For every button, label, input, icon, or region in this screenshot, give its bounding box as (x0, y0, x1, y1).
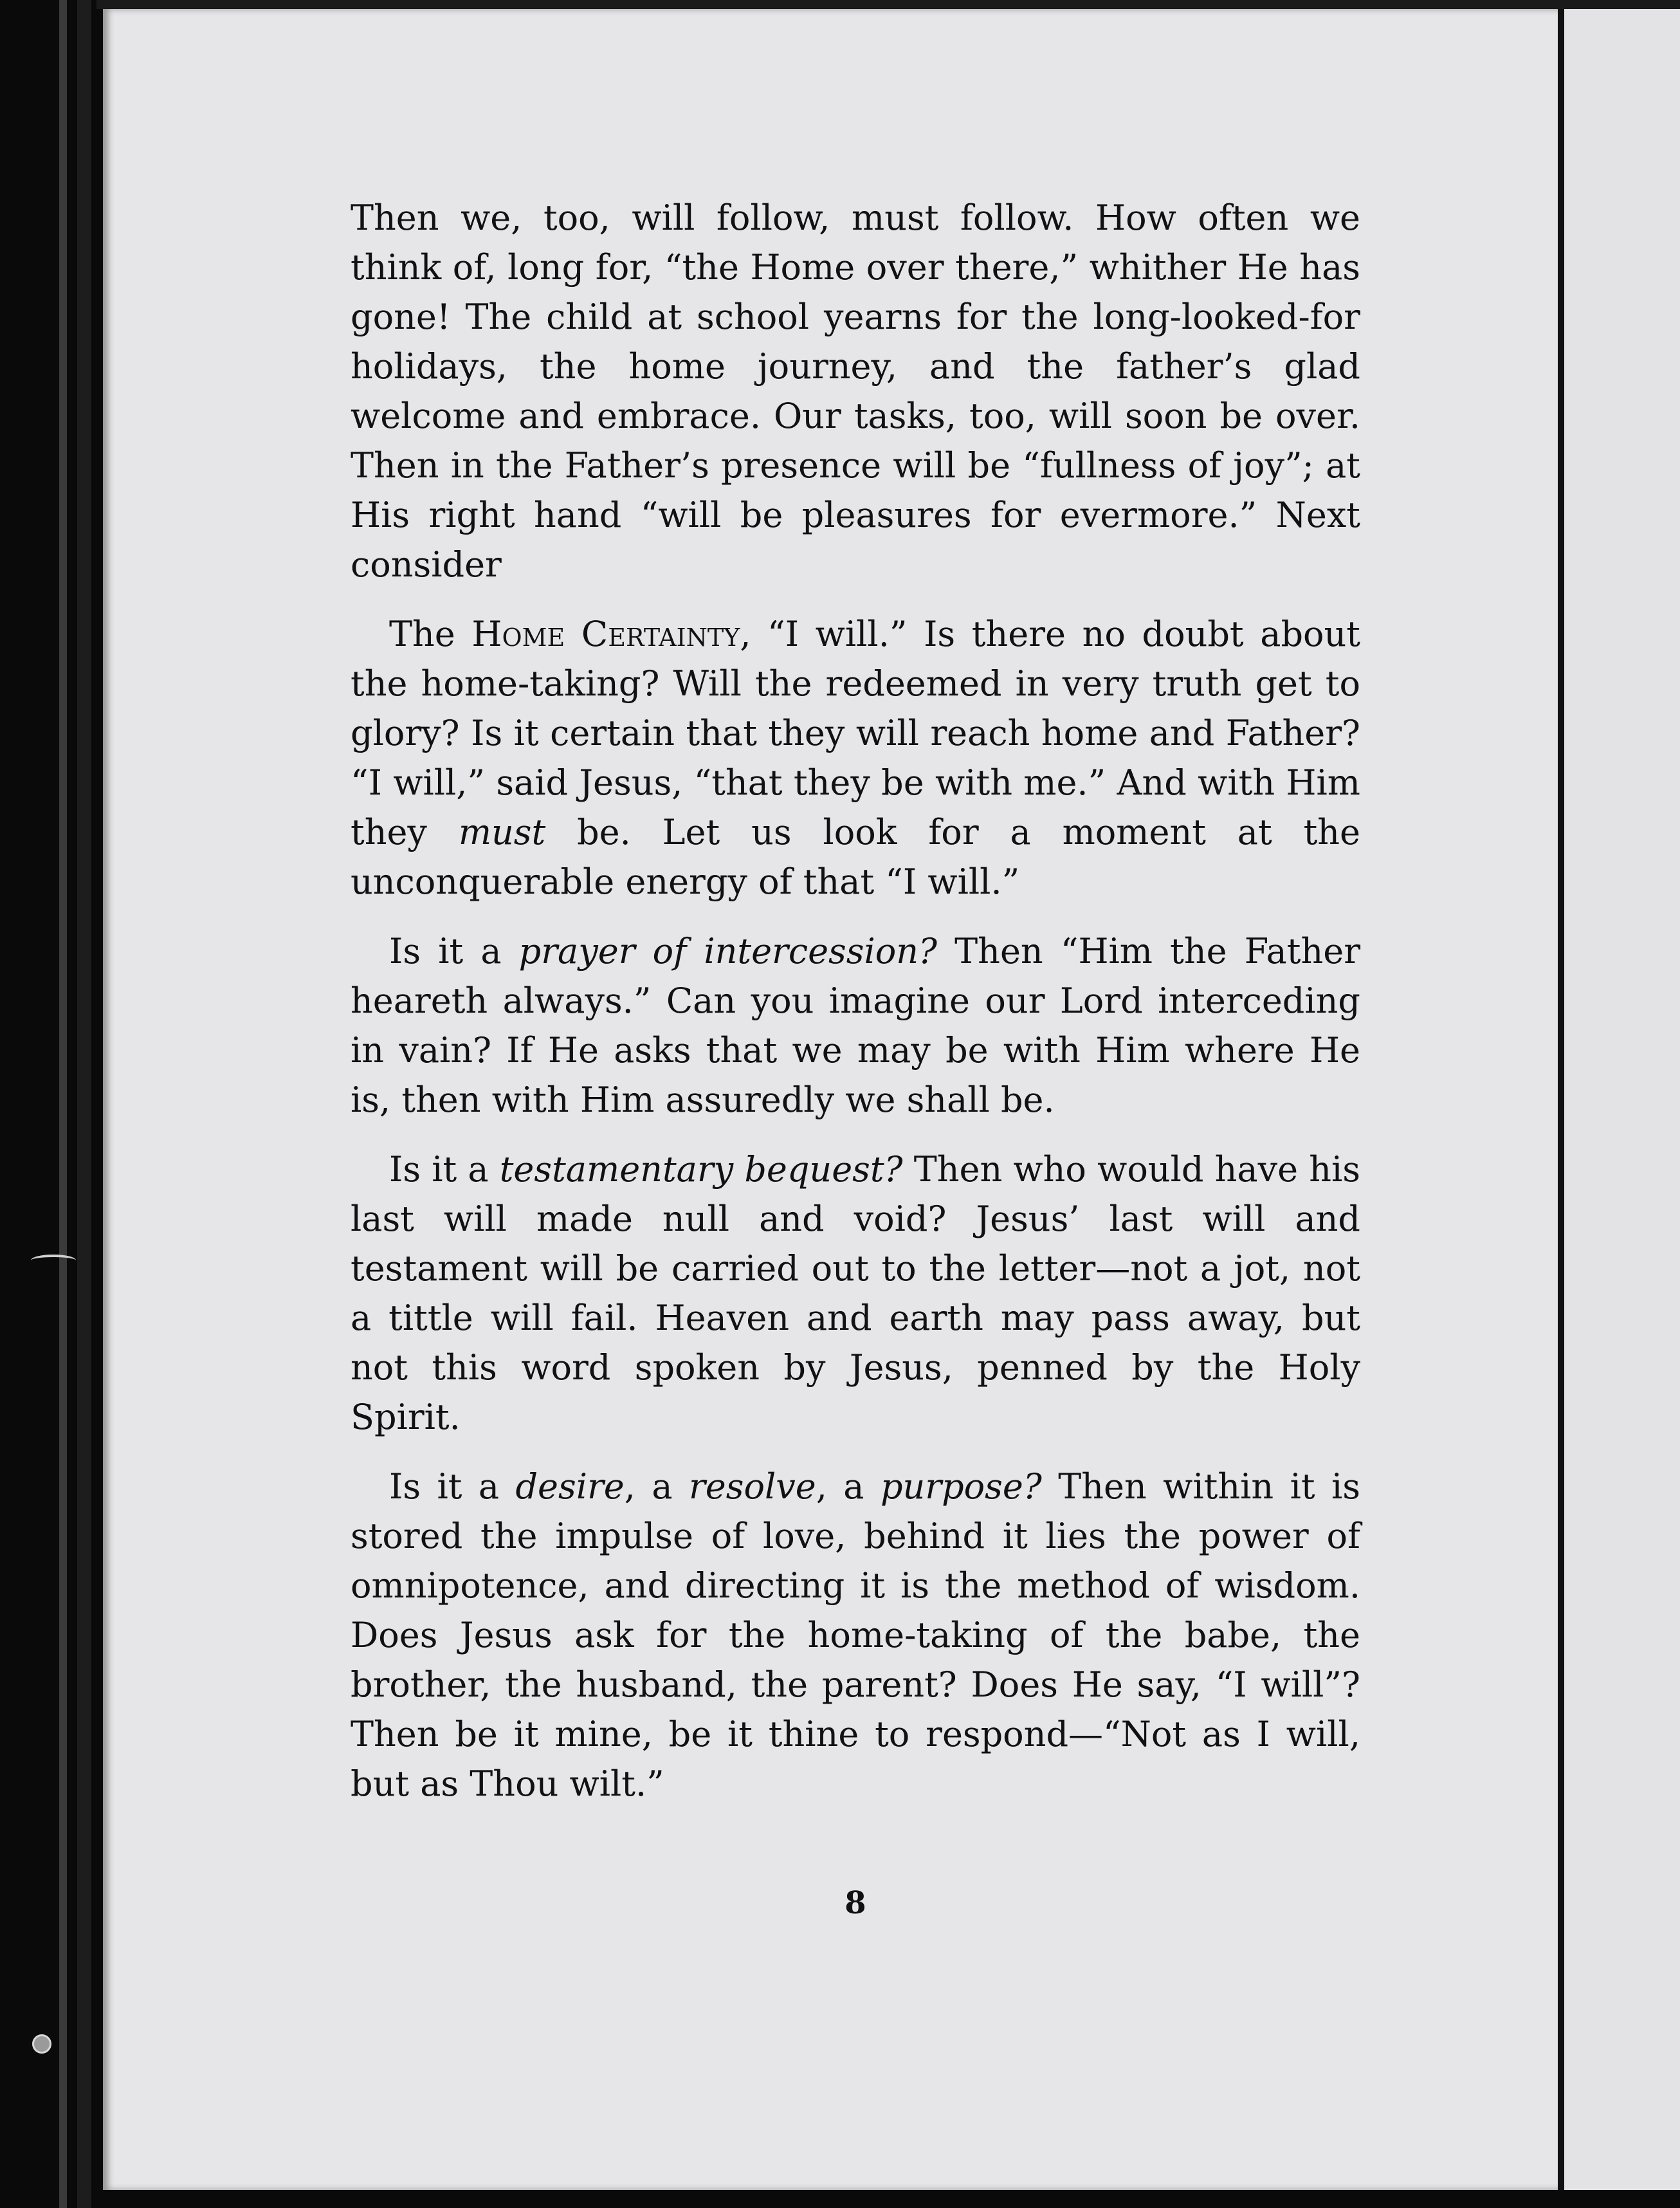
paragraph-4 (351, 1145, 1360, 1442)
left-binding-strip (59, 0, 67, 2208)
p2-tail: be. Let us look for a moment at the unconquerable energy of that “I will.” (351, 812, 1361, 902)
paragraph-5 (351, 1462, 1360, 1808)
p3-emphasis: prayer of intercession? (518, 931, 937, 971)
section-heading-home-certainty: Home Certainty (471, 614, 740, 654)
page-number: 8 (845, 1885, 866, 1921)
p5-sep1: , a (624, 1466, 689, 1507)
facing-page-edge (1564, 9, 1680, 2190)
p5-sep2: , a (816, 1466, 881, 1507)
p2-rest: , “I will.” Is there no doubt about the home-taking? Will the redeemed in very truth get to glory? Is it certain that they will reach home and Father? “I will,” said Jesus, “that they be with me.” And with Him they (351, 614, 1360, 852)
left-binding-shadow (77, 0, 91, 2208)
p4-lead: Is it a (389, 1149, 500, 1190)
paragraph-2 (351, 609, 1360, 906)
p4-emphasis: testamentary bequest? (499, 1149, 903, 1190)
p5-rest: Then within it is stored the impulse of love, behind it lies the power of omnipotence, and directing it is the method of wisdom. Does Jesus ask for the home-taking of the babe, the brother, the husband, the parent? Does He say, “I will”? Then be it mine, be it thine to respond—“Not as I will, but as Thou wilt.” (351, 1466, 1360, 1804)
p5-lead: Is it a (389, 1466, 516, 1507)
p5-emphasis-desire: desire (515, 1466, 625, 1507)
p2-lead: The (389, 614, 472, 654)
paragraph-1: Then we, too, will follow, must follow. How often we think of, long for, “the Home over there,” whither He has gone! The child at school yearns for the long-looked-for holidays, the home journey, and the father’s glad welcome and embrace. Our tasks, too, will soon be over. Then in the Father’s presence will be “fullness of joy”; at His right hand “will be pleasures for evermore.” Next consider (351, 198, 1360, 585)
p3-rest: Then “Him the Father heareth always.” Can you imagine our Lord interceding in vain? If He asks that we may be with Him where He is, then with Him assuredly we shall be. (351, 931, 1361, 1120)
scan-artifact-dot (32, 2034, 51, 2054)
p3-lead: Is it a (389, 931, 519, 971)
paragraph-3 (351, 926, 1360, 1125)
p5-emphasis-resolve: resolve (688, 1466, 816, 1507)
body-text (351, 193, 1360, 1828)
p2-emphasis: must (458, 812, 546, 852)
top-edge-shadow (96, 0, 1680, 9)
p4-rest: Then who would have his last will made null and void? Jesus’ last will and testament will be carried out to the letter—not a jot, not a tittle will fail. Heaven and earth may pass away, but not this word spoken by Jesus, penned by the Holy Spirit. (351, 1149, 1360, 1437)
p5-emphasis-purpose: purpose? (880, 1466, 1042, 1507)
scan-artifact-mark (31, 1255, 76, 1266)
page-gutter (1558, 9, 1564, 2190)
